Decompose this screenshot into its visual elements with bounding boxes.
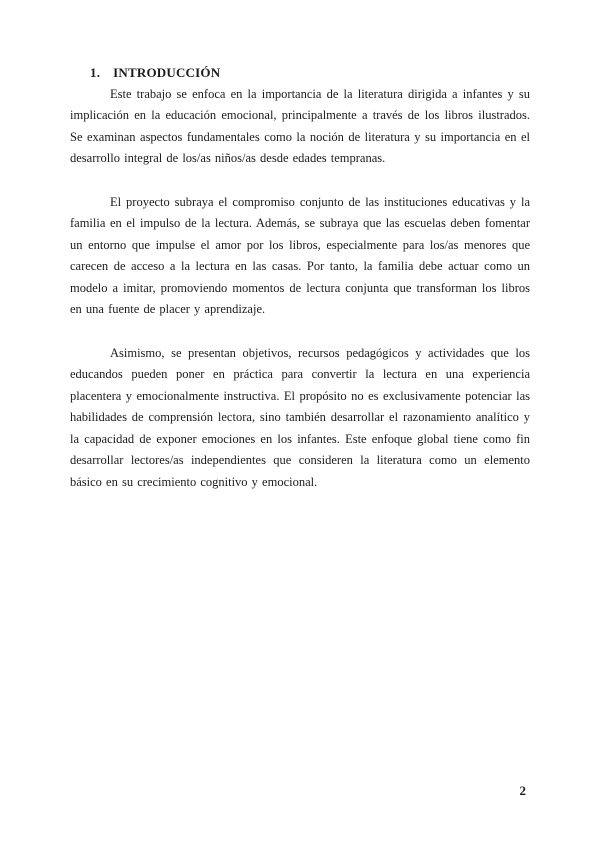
heading-number: 1. — [90, 65, 101, 80]
paragraph-introduction-2: El proyecto subraya el compromiso conjunto de las instituciones educativas y la familia en el impulso de la lectura. Además, se subraya que las escuelas deben fomentar un entorno que impulse el amor por los libros, especialmente para los/as menores que carecen de acceso a la lectura en las casas. Por tanto, la familia debe actuar como un modelo a imitar, promoviendo momentos de lectura conjunta que transforman los libros en una fuente de placer y aprendizaje. — [70, 194, 530, 316]
section-heading — [70, 62, 530, 84]
page-number: 2 — [519, 783, 526, 798]
heading-title: INTRODUCCIÓN — [113, 65, 221, 80]
paragraph-introduction-3: Asimismo, se presentan objetivos, recursos pedagógicos y actividades que los educandos pueden poner en práctica para convertir la lectura en una experiencia placentera y emocionalmente instructiva. El propósito no es exclusivamente potenciar las habilidades de comprensión lectora, sino también desarrollar el razonamiento analítico y la capacidad de exponer emociones en los infantes. Este enfoque global tiene como fin desarrollar lectores/as independientes que consideren la literatura como un elemento básico en su crecimiento cognitivo y emocional. — [70, 345, 530, 489]
paragraph-introduction-1: Este trabajo se enfoca en la importancia de la literatura dirigida a infantes y su implicación en la educación emocional, principalmente a través de los libros ilustrados. Se examinan aspectos fundamentales como la noción de literatura y su importancia en el desarrollo integral de los/as niños/as desde edades tempranas. — [70, 86, 530, 165]
page-content — [70, 62, 530, 515]
